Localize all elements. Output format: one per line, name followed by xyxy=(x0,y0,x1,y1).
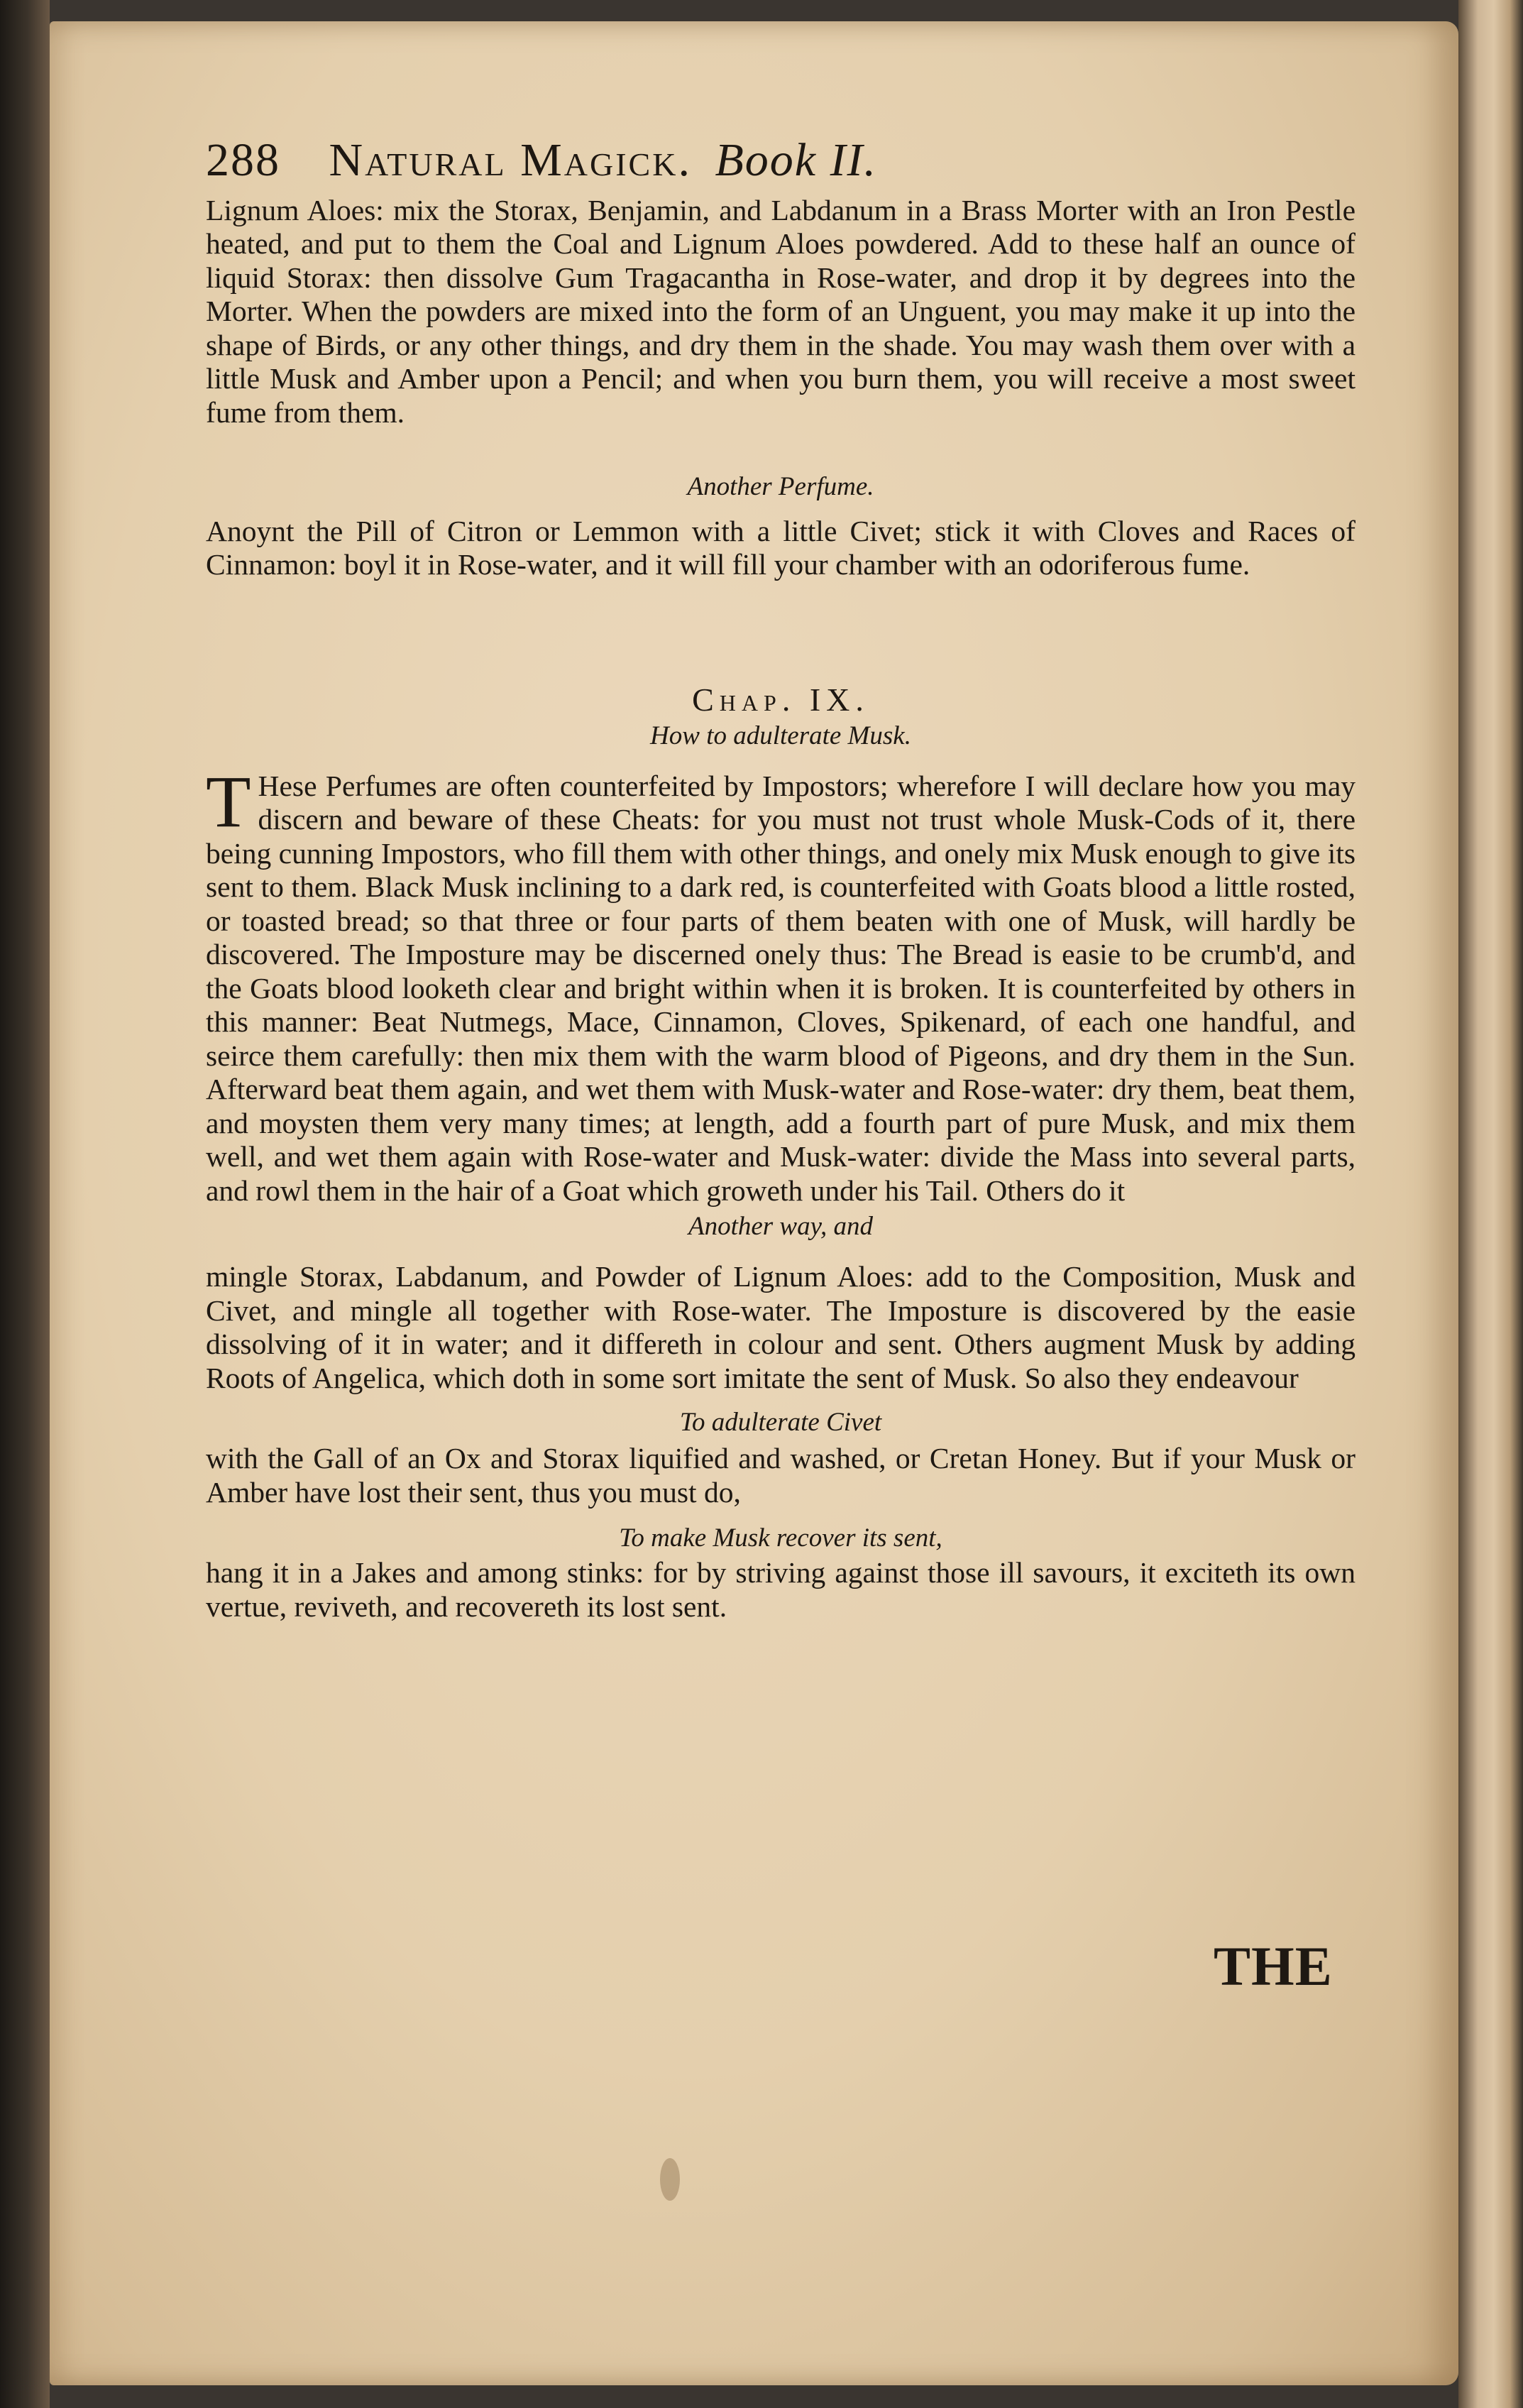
paragraph-citron: Anoynt the Pill of Citron or Lemmon with a little Civet; stick it with Cloves and Races of Cinnamon: boyl it in Rose-water, and it will fill your chamber with an odoriferous fume. xyxy=(206,514,1356,581)
book-binding-left xyxy=(0,0,50,2408)
paragraph-counterfeit-musk xyxy=(206,760,1356,1208)
ink-stain xyxy=(660,2158,680,2201)
subhead-adulterate-musk: How to adulterate Musk. xyxy=(650,721,911,750)
drop-cap: T xyxy=(206,760,251,843)
running-title: Natural Magick. xyxy=(329,134,692,186)
page-edge-right xyxy=(1458,0,1523,2408)
subhead-another-way: Another way, and xyxy=(688,1212,873,1242)
chapter-heading: Chap. IX. xyxy=(692,681,869,718)
book-label: Book II. xyxy=(715,134,878,186)
subhead-adulterate-civet: To adulterate Civet xyxy=(679,1408,882,1438)
paragraph-unguent: Lignum Aloes: mix the Storax, Benjamin, and Labdanum in a Brass Morter with an Iron Pestle heated, and put to them the Coal and Lignum Aloes powdered. Add to these half an ounce of liquid Storax: then dissolve Gum Tragacantha in Rose-water, and drop it by degrees into the Morter. When the powders are mixed into the form of an Unguent, you may make it up into the shape of Birds, or any other things, and dry them in the shade. You may wash them over with a little Musk and Amber upon a Pencil; and when you burn them, you will receive a most sweet fume from them. xyxy=(206,193,1356,429)
subhead-another-perfume: Another Perfume. xyxy=(687,471,874,501)
page-number: 288 xyxy=(206,134,280,186)
catchword: THE xyxy=(1214,1935,1333,1997)
paragraph-jakes: hang it in a Jakes and among stinks: for by striving against those ill savours, it exciteth its own vertue, reviveth, and recovereth its lost sent. xyxy=(206,1556,1356,1623)
running-header xyxy=(206,135,1356,187)
paragraph-counterfeit-text: Hese Perfumes are often counterfeited by Impostors; wherefore I will declare how you may discern and beware of these Cheats: for you must not trust whole Musk-Cods of it, there being cunning Impostors, who fill them with other things, and onely mix Musk enough to give its sent to them. Black Musk inclining to a dark red, is counterfeited with Goats blood a little rosted, or toasted bread; so that three or four parts of them beaten with one of Musk, will hardly be discovered. The Imposture may be discerned onely thus: The Bread is easie to be crumb'd, and the Goats blood looketh clear and bright within when it is broken. It is counterfeited by others in this manner: Beat Nutmegs, Mace, Cinnamon, Cloves, Spikenard, of each one handful, and seirce them carefully: then mix them with the warm blood of Pigeons, and dry them in the Sun. Afterward beat them again, and wet them with Musk-water and Rose-water: dry them, beat them, and moysten them very many times; at length, add a fourth part of pure Musk, and mix them well, and wet them again with Rose-water and Musk-water: divide the Mass into several parts, and rowl them in the hair of a Goat which groweth under his Tail. Others do it xyxy=(206,769,1356,1207)
paragraph-civet: with the Gall of an Ox and Storax liquified and washed, or Cretan Honey. But if your Musk or Amber have lost their sent, thus you must do, xyxy=(206,1442,1356,1509)
subhead-musk-recover: To make Musk recover its sent, xyxy=(619,1523,942,1553)
paragraph-storax: mingle Storax, Labdanum, and Powder of Lignum Aloes: add to the Composition, Musk and Civet, and mingle all together with Rose-water. The Imposture is discovered by the easie dissolving of it in water; and it differeth in colour and sent. Others augment Musk by adding Roots of Angelica, which doth in some sort imitate the sent of Musk. So also they endeavour xyxy=(206,1260,1356,1394)
page-text xyxy=(206,135,1356,1624)
